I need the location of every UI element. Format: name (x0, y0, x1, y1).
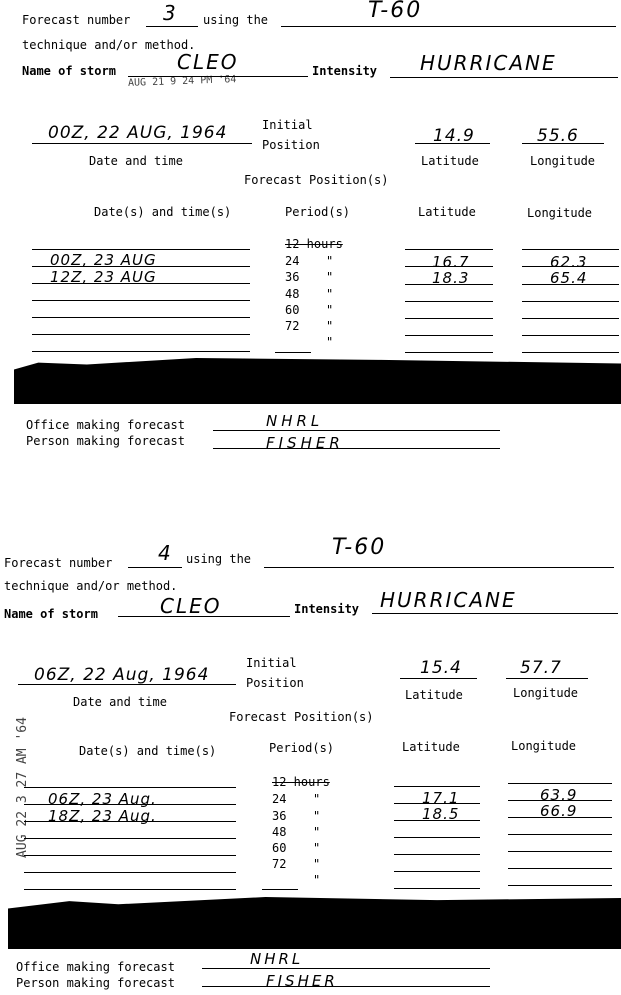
person-label: Person making forecast (26, 434, 185, 448)
row-2-datetime: 18Z, 23 Aug. (48, 807, 157, 825)
dates-and-times-header: Date(s) and time(s) (94, 205, 232, 219)
row-1-datetime: 00Z, 23 AUG (50, 251, 157, 269)
ditto-24: " (326, 254, 334, 268)
latitude-header: Latitude (418, 205, 476, 219)
datetime-row-line (24, 889, 236, 890)
row-2-datetime: 12Z, 23 AUG (50, 268, 157, 286)
forecast-number-label: Forecast number (4, 556, 113, 570)
storm-line (118, 616, 290, 617)
longitude-header: Longitude (527, 206, 593, 220)
row-2-lon: 66.9 (540, 802, 578, 820)
longitude-label: Longitude (530, 154, 596, 168)
forecast-number-value: 4 (158, 541, 173, 565)
using-the-label: using the (203, 13, 269, 27)
latitude-label: Latitude (421, 154, 479, 168)
period-12: 12 hours (285, 237, 343, 251)
forecast-positions-label: Forecast Position(s) (244, 173, 389, 187)
lon-row-line (508, 800, 612, 801)
intensity-value: HURRICANE (420, 51, 557, 75)
period-48: 48 (285, 287, 300, 301)
periods-header: Period(s) (285, 205, 351, 219)
lat-row-line (394, 786, 480, 787)
datetime-row-line (24, 838, 236, 839)
row-2-lat: 18.3 (432, 269, 470, 287)
latitude-header: Latitude (402, 740, 460, 754)
technique-label: technique and/or method. (4, 579, 178, 593)
ditto-60: " (313, 841, 321, 855)
longitude-label: Longitude (513, 686, 579, 700)
dates-and-times-header: Date(s) and time(s) (79, 744, 217, 758)
initial-lon-value: 57.7 (520, 658, 562, 678)
lon-row-line (508, 868, 612, 869)
position-label: Position (246, 676, 304, 690)
ditto-36: " (326, 270, 334, 284)
office-label: Office making forecast (16, 960, 175, 974)
periods-header: Period(s) (269, 741, 335, 755)
row-1-lon: 62.3 (550, 253, 588, 271)
lon-row-line (508, 834, 612, 835)
intensity-line (372, 613, 618, 614)
period-36: 36 (272, 809, 287, 823)
received-stamp: AUG 22 3 27 AM '64 (14, 717, 30, 858)
forecast-number-line (128, 567, 182, 568)
ditto-extra: " (313, 873, 321, 887)
period-60: 60 (285, 303, 300, 317)
row-1-lat: 16.7 (432, 253, 470, 271)
datetime-row-line (24, 821, 236, 822)
period-36: 36 (285, 270, 300, 284)
row-1-lat: 17.1 (422, 789, 460, 807)
storm-name-value: CLEO (160, 594, 222, 618)
forecast-positions-label: Forecast Position(s) (229, 710, 374, 724)
lat-row-line (394, 888, 480, 889)
name-of-storm-label: Name of storm (22, 64, 116, 78)
intensity-label: Intensity (312, 64, 378, 78)
received-stamp: AUG 21 9 24 PM '64 (127, 74, 237, 89)
lon-row-line (508, 885, 612, 886)
initial-lon-line (506, 678, 588, 679)
office-value: NHRL (266, 412, 324, 430)
initial-label: Initial (246, 656, 297, 670)
date-and-time-label: Date and time (73, 695, 167, 709)
initial-lat-value: 14.9 (433, 126, 475, 146)
person-line (202, 986, 490, 987)
period-72: 72 (272, 857, 287, 871)
initial-datetime-line (18, 684, 236, 685)
date-and-time-label: Date and time (89, 154, 183, 168)
initial-datetime-value: 00Z, 22 AUG, 1964 (48, 123, 228, 143)
ditto-60: " (326, 303, 334, 317)
intensity-label: Intensity (294, 602, 360, 616)
period-24: 24 (285, 254, 300, 268)
lat-row-line (394, 803, 480, 804)
row-2-lon: 65.4 (550, 269, 588, 287)
lon-row-line (508, 851, 612, 852)
ditto-24: " (313, 792, 321, 806)
ditto-36: " (313, 809, 321, 823)
person-value: FISHER (266, 972, 338, 990)
redaction-bar (8, 897, 621, 949)
initial-lat-value: 15.4 (420, 658, 462, 678)
office-value: NHRL (250, 950, 304, 968)
technique-value: T-60 (332, 535, 387, 560)
person-label: Person making forecast (16, 976, 175, 990)
lat-row-line (394, 854, 480, 855)
lat-row-line (394, 871, 480, 872)
datetime-row-line (24, 872, 236, 873)
ditto-48: " (326, 287, 334, 301)
row-1-lon: 63.9 (540, 786, 578, 804)
period-48: 48 (272, 825, 287, 839)
datetime-row-line (24, 855, 236, 856)
using-the-label: using the (186, 552, 252, 566)
storm-name-value: CLEO (177, 50, 239, 74)
datetime-row-line (24, 804, 236, 805)
row-1-datetime: 06Z, 23 Aug. (48, 790, 157, 808)
ditto-72: " (326, 319, 334, 333)
technique-value: T-60 (368, 0, 423, 23)
technique-label: technique and/or method. (22, 38, 196, 52)
initial-datetime-value: 06Z, 22 Aug, 1964 (34, 665, 210, 685)
longitude-header: Longitude (511, 739, 577, 753)
ditto-extra: " (326, 335, 334, 349)
lon-row-line (508, 783, 612, 784)
forecast-number-value: 3 (163, 1, 178, 25)
period-24: 24 (272, 792, 287, 806)
lon-row-line (508, 817, 612, 818)
intensity-value: HURRICANE (380, 588, 517, 612)
forecast-number-label: Forecast number (22, 13, 131, 27)
lat-row-line (394, 837, 480, 838)
period-72: 72 (285, 319, 300, 333)
ditto-72: " (313, 857, 321, 871)
datetime-row-line (24, 787, 236, 788)
initial-lat-line (400, 678, 477, 679)
technique-line (264, 567, 614, 568)
position-label: Position (262, 138, 320, 152)
ditto-48: " (313, 825, 321, 839)
name-of-storm-label: Name of storm (4, 607, 98, 621)
lat-row-line (394, 820, 480, 821)
office-label: Office making forecast (26, 418, 185, 432)
latitude-label: Latitude (405, 688, 463, 702)
person-value: FISHER (266, 434, 344, 452)
row-2-lat: 18.5 (422, 805, 460, 823)
office-line (202, 968, 490, 969)
period-12: 12 hours (272, 775, 330, 789)
initial-label: Initial (262, 118, 313, 132)
period-60: 60 (272, 841, 287, 855)
initial-lon-value: 55.6 (537, 126, 579, 146)
period-underline (262, 889, 298, 890)
